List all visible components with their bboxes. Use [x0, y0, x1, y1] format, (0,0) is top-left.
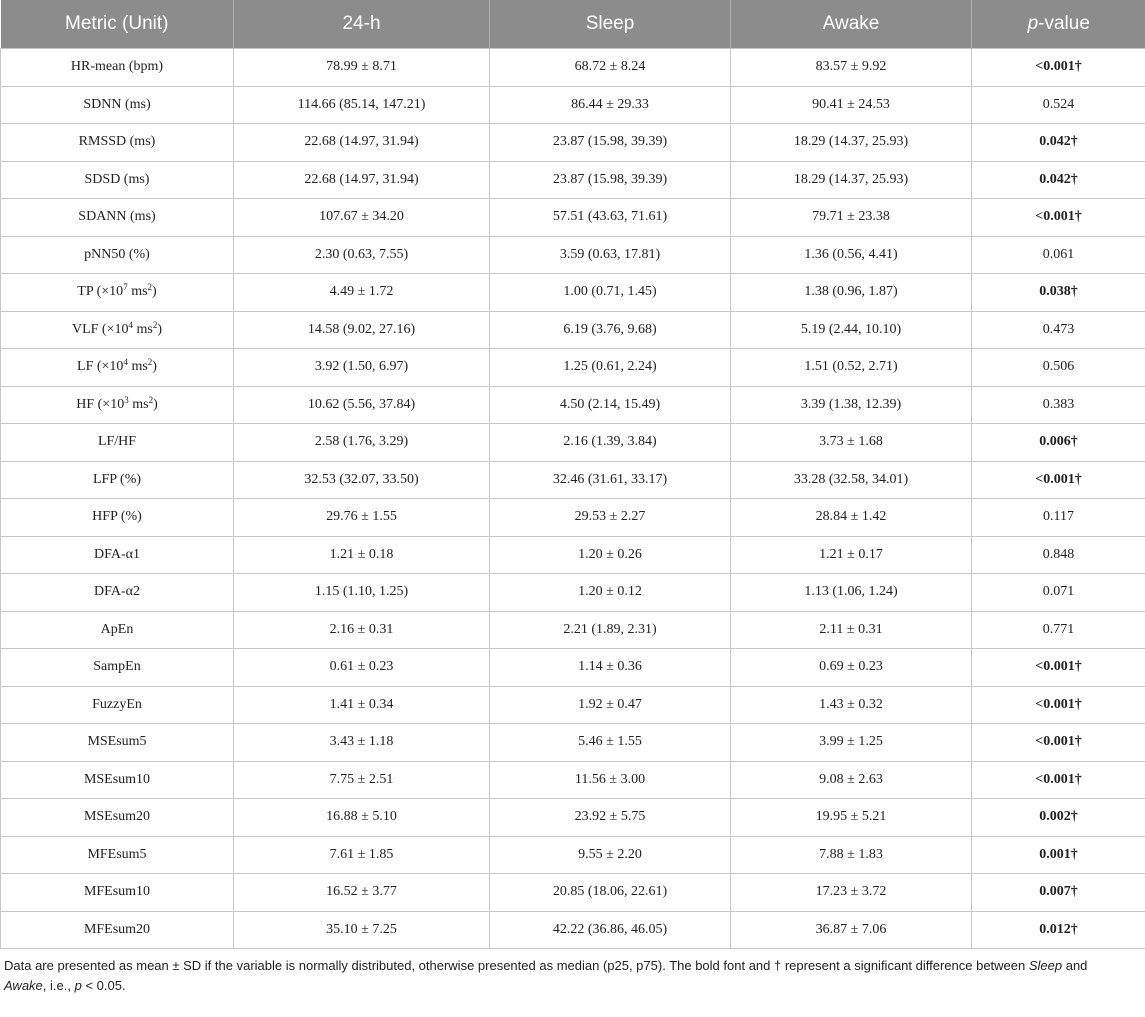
- metric-label: ApEn: [100, 621, 134, 637]
- metric-cell: [1, 686, 234, 724]
- table-row: [1, 236, 1145, 274]
- value-24h: 2.30 (0.63, 7.55): [234, 236, 490, 274]
- metric-label: FuzzyEn: [92, 696, 142, 712]
- value-24h: 35.10 ± 7.25: [234, 911, 490, 949]
- value-awake: 3.99 ± 1.25: [731, 724, 972, 762]
- p-value: <0.001†: [972, 649, 1145, 687]
- value-awake: 5.19 (2.44, 10.10): [731, 311, 972, 349]
- value-awake: 1.21 ± 0.17: [731, 536, 972, 574]
- table-row: [1, 386, 1145, 424]
- metric-cell: [1, 836, 234, 874]
- p-value: 0.848: [972, 536, 1145, 574]
- table-row: [1, 761, 1145, 799]
- table-row: [1, 499, 1145, 537]
- table-row: [1, 911, 1145, 949]
- value-24h: 107.67 ± 34.20: [234, 199, 490, 237]
- metric-unit-exponent: 2: [147, 357, 153, 368]
- value-sleep: 29.53 ± 2.27: [490, 499, 731, 537]
- header-row: [1, 0, 1145, 49]
- metric-cell: [1, 49, 234, 87]
- value-sleep: 23.87 (15.98, 39.39): [490, 161, 731, 199]
- metric-label: SDANN (ms): [78, 209, 156, 225]
- value-awake: 19.95 ± 5.21: [731, 799, 972, 837]
- table-row: [1, 574, 1145, 612]
- metric-label: HFP (%): [92, 509, 142, 525]
- value-sleep: 1.20 ± 0.26: [490, 536, 731, 574]
- value-sleep: 2.16 (1.39, 3.84): [490, 424, 731, 462]
- metric-cell: [1, 611, 234, 649]
- metric-cell: [1, 461, 234, 499]
- table-row: [1, 199, 1145, 237]
- p-value: <0.001†: [972, 686, 1145, 724]
- p-value: 0.117: [972, 499, 1145, 537]
- metric-close-paren: ): [153, 396, 158, 412]
- metric-cell: [1, 274, 234, 312]
- table-row: [1, 611, 1145, 649]
- value-24h: 3.43 ± 1.18: [234, 724, 490, 762]
- metric-label: pNN50 (%): [84, 246, 150, 262]
- metric-cell: [1, 424, 234, 462]
- value-awake: 7.88 ± 1.83: [731, 836, 972, 874]
- header-sleep: Sleep: [490, 0, 731, 49]
- metric-unit-exponent: 2: [152, 319, 158, 330]
- p-value: 0.042†: [972, 161, 1145, 199]
- metric-label: HR-mean (bpm): [70, 59, 164, 75]
- table-row: [1, 461, 1145, 499]
- value-sleep: 1.00 (0.71, 1.45): [490, 274, 731, 312]
- metric-cell: [1, 386, 234, 424]
- metric-exponent: 7: [123, 282, 128, 293]
- value-24h: 1.21 ± 0.18: [234, 536, 490, 574]
- metric-label: MSEsum10: [83, 771, 151, 787]
- value-sleep: 20.85 (18.06, 22.61): [490, 874, 731, 912]
- footnote-text-3: , i.e.,: [42, 978, 75, 993]
- table-row: [1, 649, 1145, 687]
- value-24h: 1.41 ± 0.34: [234, 686, 490, 724]
- p-value: 0.771: [972, 611, 1145, 649]
- header-awake: Awake: [731, 0, 972, 49]
- table-row: [1, 799, 1145, 837]
- value-awake: 9.08 ± 2.63: [731, 761, 972, 799]
- value-sleep: 1.14 ± 0.36: [490, 649, 731, 687]
- value-24h: 29.76 ± 1.55: [234, 499, 490, 537]
- metric-label: LFP (%): [92, 471, 142, 487]
- value-sleep: 68.72 ± 8.24: [490, 49, 731, 87]
- p-value: 0.038†: [972, 274, 1145, 312]
- value-awake: 36.87 ± 7.06: [731, 911, 972, 949]
- p-value: <0.001†: [972, 49, 1145, 87]
- table-row: [1, 836, 1145, 874]
- p-value: 0.006†: [972, 424, 1145, 462]
- value-sleep: 5.46 ± 1.55: [490, 724, 731, 762]
- table-row: [1, 311, 1145, 349]
- p-value: 0.007†: [972, 874, 1145, 912]
- metric-unit-exponent: 2: [147, 282, 153, 293]
- metric-label: MFEsum10: [83, 884, 151, 900]
- value-24h: 2.58 (1.76, 3.29): [234, 424, 490, 462]
- value-sleep: 1.92 ± 0.47: [490, 686, 731, 724]
- metric-label: MSEsum20: [83, 809, 151, 825]
- metric-unit: ms: [133, 321, 153, 337]
- footnote-text-2: and: [1062, 958, 1088, 973]
- value-awake: 18.29 (14.37, 25.93): [731, 161, 972, 199]
- value-sleep: 23.92 ± 5.75: [490, 799, 731, 837]
- metric-cell: [1, 724, 234, 762]
- value-awake: 90.41 ± 24.53: [731, 86, 972, 124]
- value-awake: 1.13 (1.06, 1.24): [731, 574, 972, 612]
- metric-close-paren: ): [152, 359, 157, 375]
- p-value: <0.001†: [972, 761, 1145, 799]
- metric-cell: [1, 349, 234, 387]
- value-24h: 0.61 ± 0.23: [234, 649, 490, 687]
- table-row: [1, 686, 1145, 724]
- p-value: 0.001†: [972, 836, 1145, 874]
- metric-label: HF (×10: [76, 396, 125, 412]
- metric-exponent: 4: [123, 357, 128, 368]
- metric-label: MFEsum5: [87, 846, 147, 862]
- value-24h: 14.58 (9.02, 27.16): [234, 311, 490, 349]
- p-value: 0.002†: [972, 799, 1145, 837]
- header-24h: 24-h: [234, 0, 490, 49]
- footnote-text-1: Data are presented as mean ± SD if the variable is normally distributed, otherwise presented as median (p25, p75). The bold font and † represent a significant difference between: [4, 958, 1029, 973]
- table-row: [1, 161, 1145, 199]
- metric-label: SampEn: [93, 659, 141, 675]
- value-awake: 1.43 ± 0.32: [731, 686, 972, 724]
- value-24h: 7.61 ± 1.85: [234, 836, 490, 874]
- metric-label: SDSD (ms): [84, 171, 150, 187]
- metric-cell: [1, 911, 234, 949]
- metric-close-paren: ): [152, 284, 157, 300]
- table-row: [1, 274, 1145, 312]
- value-24h: 22.68 (14.97, 31.94): [234, 161, 490, 199]
- metric-cell: [1, 799, 234, 837]
- value-awake: 3.73 ± 1.68: [731, 424, 972, 462]
- table-row: [1, 874, 1145, 912]
- footnote-text-4: < 0.05.: [81, 978, 126, 993]
- metric-label: LF/HF: [97, 434, 137, 450]
- header-p-value: [972, 0, 1145, 49]
- p-value: 0.473: [972, 311, 1145, 349]
- p-value: 0.042†: [972, 124, 1145, 162]
- metric-label: DFA-α1: [94, 546, 140, 562]
- value-awake: 28.84 ± 1.42: [731, 499, 972, 537]
- header-p-rest: -value: [1038, 13, 1090, 34]
- value-sleep: 1.25 (0.61, 2.24): [490, 349, 731, 387]
- footnote-p: p: [74, 978, 82, 993]
- value-awake: 18.29 (14.37, 25.93): [731, 124, 972, 162]
- value-sleep: 1.20 ± 0.12: [490, 574, 731, 612]
- value-sleep: 9.55 ± 2.20: [490, 836, 731, 874]
- p-value: <0.001†: [972, 724, 1145, 762]
- value-awake: 1.51 (0.52, 2.71): [731, 349, 972, 387]
- footnote-sleep: Sleep: [1028, 958, 1063, 973]
- value-awake: 1.38 (0.96, 1.87): [731, 274, 972, 312]
- metric-unit: ms: [128, 396, 149, 412]
- table-body: [1, 49, 1145, 949]
- table-footnote: [0, 949, 1128, 996]
- metric-label: DFA-α2: [94, 584, 140, 600]
- value-24h: 114.66 (85.14, 147.21): [234, 86, 490, 124]
- value-sleep: 3.59 (0.63, 17.81): [490, 236, 731, 274]
- value-24h: 1.15 (1.10, 1.25): [234, 574, 490, 612]
- header-p-italic: p: [1027, 13, 1039, 34]
- footnote-awake: Awake: [4, 978, 43, 993]
- p-value: 0.383: [972, 386, 1145, 424]
- metric-label: LF (×10: [77, 359, 124, 375]
- metric-cell: [1, 86, 234, 124]
- metric-label: RMSSD (ms): [78, 134, 156, 150]
- value-awake: 79.71 ± 23.38: [731, 199, 972, 237]
- metric-exponent: 3: [124, 394, 129, 405]
- p-value: 0.012†: [972, 911, 1145, 949]
- value-awake: 1.36 (0.56, 4.41): [731, 236, 972, 274]
- metric-label: TP (×10: [77, 284, 124, 300]
- value-sleep: 23.87 (15.98, 39.39): [490, 124, 731, 162]
- value-awake: 0.69 ± 0.23: [731, 649, 972, 687]
- value-sleep: 11.56 ± 3.00: [490, 761, 731, 799]
- header-metric: Metric (Unit): [1, 0, 234, 49]
- value-sleep: 57.51 (43.63, 71.61): [490, 199, 731, 237]
- p-value: <0.001†: [972, 461, 1145, 499]
- table-row: [1, 536, 1145, 574]
- table-row: [1, 349, 1145, 387]
- metric-cell: [1, 199, 234, 237]
- value-sleep: 32.46 (31.61, 33.17): [490, 461, 731, 499]
- metric-exponent: 4: [128, 319, 133, 330]
- metric-close-paren: ): [157, 321, 163, 337]
- p-value: 0.071: [972, 574, 1145, 612]
- metric-cell: [1, 236, 234, 274]
- metric-unit-exponent: 2: [148, 394, 154, 405]
- value-24h: 22.68 (14.97, 31.94): [234, 124, 490, 162]
- value-awake: 83.57 ± 9.92: [731, 49, 972, 87]
- value-awake: 33.28 (32.58, 34.01): [731, 461, 972, 499]
- metric-unit: ms: [127, 359, 148, 375]
- metric-cell: [1, 874, 234, 912]
- value-sleep: 2.21 (1.89, 2.31): [490, 611, 731, 649]
- p-value: 0.506: [972, 349, 1145, 387]
- metric-label: MSEsum5: [87, 734, 147, 750]
- table-row: [1, 124, 1145, 162]
- value-24h: 16.88 ± 5.10: [234, 799, 490, 837]
- metric-cell: [1, 574, 234, 612]
- table-row: [1, 724, 1145, 762]
- value-24h: 78.99 ± 8.71: [234, 49, 490, 87]
- value-sleep: 86.44 ± 29.33: [490, 86, 731, 124]
- metric-label: SDNN (ms): [83, 96, 151, 112]
- metric-unit: ms: [127, 284, 148, 300]
- value-awake: 2.11 ± 0.31: [731, 611, 972, 649]
- value-awake: 17.23 ± 3.72: [731, 874, 972, 912]
- metric-cell: [1, 499, 234, 537]
- value-sleep: 6.19 (3.76, 9.68): [490, 311, 731, 349]
- metric-cell: [1, 311, 234, 349]
- value-awake: 3.39 (1.38, 12.39): [731, 386, 972, 424]
- value-24h: 3.92 (1.50, 6.97): [234, 349, 490, 387]
- metric-cell: [1, 761, 234, 799]
- metric-cell: [1, 161, 234, 199]
- table-row: [1, 49, 1145, 87]
- value-24h: 4.49 ± 1.72: [234, 274, 490, 312]
- value-sleep: 42.22 (36.86, 46.05): [490, 911, 731, 949]
- value-24h: 16.52 ± 3.77: [234, 874, 490, 912]
- metric-label: MFEsum20: [83, 921, 151, 937]
- value-24h: 32.53 (32.07, 33.50): [234, 461, 490, 499]
- value-sleep: 4.50 (2.14, 15.49): [490, 386, 731, 424]
- value-24h: 7.75 ± 2.51: [234, 761, 490, 799]
- metric-cell: [1, 649, 234, 687]
- table-row: [1, 86, 1145, 124]
- p-value: 0.061: [972, 236, 1145, 274]
- p-value: 0.524: [972, 86, 1145, 124]
- metric-label: VLF (×10: [71, 321, 129, 337]
- table-row: [1, 424, 1145, 462]
- metric-cell: [1, 536, 234, 574]
- metric-cell: [1, 124, 234, 162]
- p-value: <0.001†: [972, 199, 1145, 237]
- value-24h: 10.62 (5.56, 37.84): [234, 386, 490, 424]
- value-24h: 2.16 ± 0.31: [234, 611, 490, 649]
